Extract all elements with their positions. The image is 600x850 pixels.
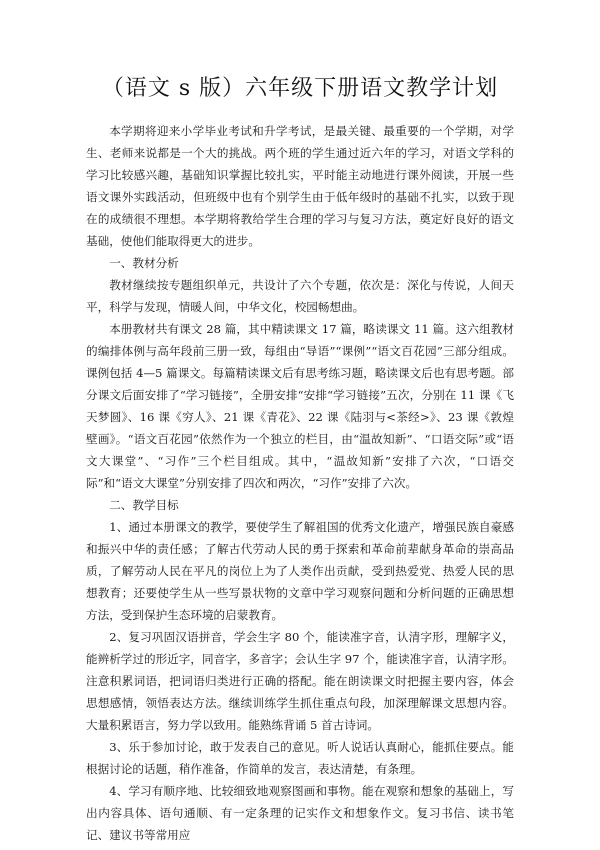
goal-item-2: 2、复习巩固汉语拼音，学会生字 80 个，能读准字音，认清字形，理解字义，能辨析学过的形近字，同音字，多音字；会认生字 97 个，能读准字音，认清字形。注意积累词语，把词语归类进行正确的搭配。能在朗读课文时把握主要内容，体会思想感情，领悟表达方法。继续训练学生抓住重点句段，加深理解课文思想内容。大量积累语言，努力学以致用。能熟练背诵 5 首古诗词。 [86, 630, 514, 732]
goal-item-4: 4、学习有顺序地、比较细致地观察图画和事物。能在观察和想象的基础上，写出内容具体、语句通顺、有一定条理的记实作文和想象作文。复习书信、读书笔记、建议书等常用应 [86, 784, 514, 842]
goal-item-1: 1、通过本册课文的教学，要使学生了解祖国的优秀文化遗产，增强民族自豪感和振兴中华的责任感；了解古代劳动人民的勇于探索和革命前辈献身革命的崇高品质，了解劳动人民在平凡的岗位上为了人类作出贡献，受到热爱党、热爱人民的思想教育；还要使学生从一些写景状物的文章中学习观察问题和分析问题的正确思想方法，受到保护生态环境的启蒙教育。 [86, 520, 514, 622]
section-heading-textbook-analysis: 一、教材分析 [109, 256, 179, 270]
page-title: （语文 s 版）六年级下册语文教学计划 [101, 76, 499, 101]
intro-paragraph: 本学期将迎来小学毕业考试和升学考试，是最关键、最重要的一个学期，对学生、老师来说都是一个大的挑战。两个班的学生通过近六年的学习，对语文学科的学习比较感兴趣，基础知识掌握比较扎实，平时能主动地进行课外阅读，开展一些语文课外实践活动，但班级中也有个别学生由于低年级时的基础不扎实，以致于现在的成绩很不理想。本学期将教给学生合理的学习与复习方法，奠定好良好的语文基础，使他们能取得更大的进步。 [86, 124, 514, 248]
section-heading-teaching-goals: 二、教学目标 [109, 498, 179, 512]
paragraph-themes: 教材继续按专题组织单元，共设计了六个专题，依次是：深化与传说，人间天平，科学与发现，情暖人间，中华文化，校园畅想曲。 [86, 278, 514, 314]
goal-item-3: 3、乐于参加讨论，敢于发表自己的意见。听人说话认真耐心，能抓住要点。能根据讨论的话题，稍作准备，作简单的发言，表达清楚，有条理。 [86, 740, 514, 776]
document-body [86, 120, 514, 846]
paragraph-textbook-structure: 本册教材共有课文 28 篇，其中精读课文 17 篇，略读课文 11 篇。这六组教材的编排体例与高年段前三册一致，每组由“导语”“课例”“语文百花园”三部分组成。课例包括 4—5 篇课文。每篇精读课文后有思考练习题，略读课文后也有思考题。部分课文后面安排了“学习链接”，全册安排“安排“学习链接”五次，分别在 11 课《飞天梦圆》、16 课《穷人》、21 课《青花》、22 课《陆羽与<茶经>》、23 课《敦煌壁画》。“语文百花园”依然作为一个独立的栏目，由“温故知新”、“口语交际”或“语文大课堂”、“习作”三个栏目组成。其中，“温故知新”安排了六次，“口语交际”和“语文大课堂”分别安排了四次和两次，“习作”安排了六次。 [86, 322, 514, 490]
